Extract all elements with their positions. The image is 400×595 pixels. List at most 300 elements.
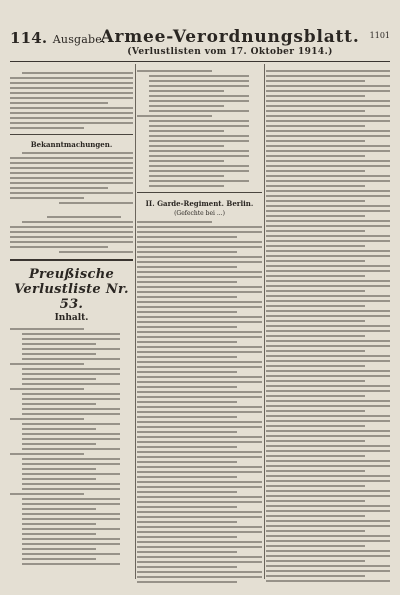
text-line xyxy=(10,77,133,79)
text-line xyxy=(266,435,390,437)
text-line xyxy=(10,182,133,184)
text-line xyxy=(266,240,390,242)
text-line xyxy=(22,373,120,375)
text-line xyxy=(10,453,84,455)
text-line xyxy=(22,383,120,385)
text-line xyxy=(22,478,96,480)
text-line xyxy=(266,560,365,562)
text-line xyxy=(137,346,262,348)
column-3 xyxy=(266,64,390,583)
text-line xyxy=(266,250,390,252)
section-rule-thick xyxy=(10,259,133,261)
text-line xyxy=(266,390,390,392)
text-line xyxy=(266,305,365,307)
text-line xyxy=(149,165,249,167)
text-line xyxy=(149,175,224,177)
text-line xyxy=(137,266,237,268)
text-line xyxy=(266,420,390,422)
text-line xyxy=(10,493,84,495)
text-line xyxy=(266,445,390,447)
text-line xyxy=(137,576,262,578)
notice-paragraph-2 xyxy=(10,216,133,253)
text-line xyxy=(266,580,390,582)
text-line xyxy=(266,260,365,262)
text-line xyxy=(149,150,249,152)
text-line xyxy=(22,523,96,525)
text-line xyxy=(149,75,249,77)
text-line xyxy=(10,172,133,174)
text-line xyxy=(266,275,365,277)
text-line xyxy=(22,473,120,475)
text-line xyxy=(137,361,262,363)
text-line xyxy=(22,428,96,430)
text-line xyxy=(266,395,365,397)
text-line xyxy=(137,241,262,243)
text-line xyxy=(137,296,237,298)
text-line xyxy=(137,501,262,503)
text-line xyxy=(266,440,365,442)
text-line xyxy=(266,90,390,92)
text-line xyxy=(266,280,390,282)
text-line xyxy=(266,380,365,382)
intro-paragraph xyxy=(10,72,133,129)
text-line xyxy=(266,310,390,312)
text-line xyxy=(10,418,84,420)
text-line xyxy=(137,221,212,223)
text-line xyxy=(47,216,121,218)
text-line xyxy=(137,231,262,233)
text-line xyxy=(137,356,237,358)
text-line xyxy=(149,105,224,107)
text-line xyxy=(266,540,390,542)
text-line xyxy=(10,87,133,89)
text-line xyxy=(266,150,390,152)
text-line xyxy=(149,85,249,87)
text-line xyxy=(22,398,120,400)
text-line xyxy=(22,368,120,370)
text-line xyxy=(59,202,133,204)
text-line xyxy=(137,336,262,338)
text-line xyxy=(22,408,120,410)
text-line xyxy=(22,353,96,355)
text-line xyxy=(137,481,262,483)
text-line xyxy=(10,82,133,84)
issue-label: Ausgabe. xyxy=(52,33,106,46)
text-line xyxy=(149,145,224,147)
text-line xyxy=(22,152,133,154)
text-line xyxy=(10,197,84,199)
text-line xyxy=(22,538,120,540)
text-line xyxy=(149,95,249,97)
text-line xyxy=(266,205,390,207)
text-line xyxy=(137,486,262,488)
text-line xyxy=(10,107,133,109)
text-line xyxy=(266,290,365,292)
text-line xyxy=(137,506,237,508)
text-line xyxy=(22,333,120,335)
text-line xyxy=(137,526,262,528)
text-line xyxy=(137,226,262,228)
text-line xyxy=(10,157,133,159)
casualty-entries xyxy=(137,221,262,583)
text-line xyxy=(10,92,133,94)
text-line xyxy=(266,475,390,477)
text-line xyxy=(266,570,390,572)
text-line xyxy=(137,406,262,408)
text-line xyxy=(149,80,249,82)
text-line xyxy=(266,315,390,317)
text-line xyxy=(137,496,262,498)
text-line xyxy=(266,495,390,497)
inhalt-heading: Inhalt. xyxy=(54,313,89,323)
text-line xyxy=(266,165,390,167)
text-line xyxy=(266,545,365,547)
text-line xyxy=(137,571,262,573)
text-line xyxy=(266,185,365,187)
text-line xyxy=(137,246,262,248)
text-line xyxy=(10,167,133,169)
text-line xyxy=(137,556,262,558)
text-line xyxy=(137,536,237,538)
text-line xyxy=(266,490,390,492)
text-line xyxy=(266,360,390,362)
text-line xyxy=(137,531,262,533)
text-line xyxy=(22,403,96,405)
text-line xyxy=(266,75,390,77)
text-line xyxy=(266,170,365,172)
text-line xyxy=(266,245,365,247)
text-line xyxy=(137,566,237,568)
text-line xyxy=(137,351,262,353)
text-line xyxy=(10,231,133,233)
page-number: 1101 xyxy=(369,31,390,40)
text-line xyxy=(137,541,262,543)
text-line xyxy=(137,396,262,398)
text-line xyxy=(10,162,133,164)
text-line xyxy=(137,236,237,238)
text-line xyxy=(10,187,108,189)
text-line xyxy=(266,555,390,557)
text-line xyxy=(266,135,390,137)
text-line xyxy=(266,270,390,272)
column-divider xyxy=(135,64,136,579)
text-line xyxy=(266,565,390,567)
text-line xyxy=(22,423,120,425)
regiment-subheading: (Gefechte bei ...) xyxy=(174,210,225,217)
regiment-heading: II. Garde-Regiment. Berlin. xyxy=(145,199,254,208)
text-line xyxy=(266,325,390,327)
text-line xyxy=(266,210,390,212)
text-line xyxy=(266,110,365,112)
text-line xyxy=(22,533,96,535)
text-line xyxy=(266,460,390,462)
text-line xyxy=(266,180,390,182)
text-line xyxy=(266,220,390,222)
text-line xyxy=(266,320,365,322)
text-line xyxy=(266,425,365,427)
text-line xyxy=(266,520,390,522)
text-line xyxy=(137,466,262,468)
text-line xyxy=(22,438,120,440)
text-line xyxy=(137,421,262,423)
text-line xyxy=(22,563,120,565)
text-line xyxy=(149,170,249,172)
text-line xyxy=(137,376,262,378)
text-line xyxy=(266,480,390,482)
text-line xyxy=(137,381,262,383)
text-line xyxy=(22,393,120,395)
text-line xyxy=(22,221,133,223)
text-line xyxy=(137,306,262,308)
text-line xyxy=(266,190,390,192)
text-line xyxy=(266,355,390,357)
text-line xyxy=(266,455,365,457)
text-line xyxy=(22,558,96,560)
text-line xyxy=(22,458,120,460)
text-line xyxy=(137,551,237,553)
text-line xyxy=(137,311,237,313)
text-line xyxy=(266,345,390,347)
text-line xyxy=(137,401,237,403)
text-line xyxy=(266,285,390,287)
text-line xyxy=(266,295,390,297)
text-line xyxy=(10,226,133,228)
text-line xyxy=(266,505,390,507)
casualty-entries xyxy=(266,70,390,583)
text-line xyxy=(266,335,365,337)
text-line xyxy=(266,370,390,372)
text-line xyxy=(137,301,262,303)
text-line xyxy=(22,448,120,450)
text-line xyxy=(149,135,249,137)
text-line xyxy=(266,125,365,127)
text-line xyxy=(10,117,133,119)
text-line xyxy=(10,328,84,330)
text-line xyxy=(266,145,390,147)
text-line xyxy=(266,350,365,352)
text-line xyxy=(137,316,262,318)
text-line xyxy=(22,503,120,505)
text-line xyxy=(137,451,262,453)
text-line xyxy=(10,97,133,99)
page-subtitle: (Verlustlisten vom 17. Oktober 1914.) xyxy=(127,47,333,57)
text-line xyxy=(266,330,390,332)
column-2 xyxy=(137,64,262,583)
text-line xyxy=(10,246,108,248)
text-line xyxy=(266,175,390,177)
text-line xyxy=(22,413,120,415)
text-line xyxy=(266,400,390,402)
text-line xyxy=(266,230,365,232)
column-1 xyxy=(10,64,133,583)
text-line xyxy=(22,488,120,490)
text-line xyxy=(149,130,224,132)
text-line xyxy=(22,343,96,345)
text-line xyxy=(266,410,365,412)
text-line xyxy=(137,411,262,413)
text-line xyxy=(137,261,262,263)
index-block xyxy=(137,70,262,187)
text-line xyxy=(137,456,262,458)
text-line xyxy=(22,553,120,555)
text-line xyxy=(22,548,96,550)
text-line xyxy=(266,530,365,532)
text-line xyxy=(137,491,237,493)
text-line xyxy=(137,331,262,333)
text-line xyxy=(22,518,120,520)
text-line xyxy=(266,365,365,367)
text-line xyxy=(266,510,390,512)
text-line xyxy=(22,348,120,350)
text-line xyxy=(266,255,390,257)
text-line xyxy=(266,195,390,197)
text-line xyxy=(22,338,120,340)
text-line xyxy=(22,513,120,515)
text-line xyxy=(10,177,133,179)
page-title: Armee-Verordnungsblatt. xyxy=(100,27,360,47)
text-line xyxy=(22,433,120,435)
text-line xyxy=(137,291,262,293)
text-line xyxy=(266,450,390,452)
text-line xyxy=(266,405,390,407)
text-line xyxy=(149,155,249,157)
text-line xyxy=(10,192,133,194)
text-line xyxy=(137,561,262,563)
text-line xyxy=(22,72,133,74)
section-rule xyxy=(137,192,262,193)
text-line xyxy=(149,160,224,162)
text-line xyxy=(266,415,390,417)
text-line xyxy=(137,546,262,548)
issue-number xyxy=(10,29,106,47)
text-line xyxy=(266,80,365,82)
text-line xyxy=(137,581,237,583)
text-line xyxy=(266,340,390,342)
text-line xyxy=(137,431,237,433)
text-line xyxy=(22,508,96,510)
text-line xyxy=(266,430,390,432)
column-divider xyxy=(264,64,265,579)
issue-number-value: 114. xyxy=(10,29,48,47)
text-line xyxy=(266,140,365,142)
text-line xyxy=(22,358,120,360)
text-line xyxy=(266,115,390,117)
text-line xyxy=(149,180,249,182)
text-line xyxy=(137,416,237,418)
text-line xyxy=(266,265,390,267)
text-line xyxy=(137,70,212,72)
text-line xyxy=(266,525,390,527)
text-line xyxy=(266,515,365,517)
text-line xyxy=(137,511,262,513)
text-line xyxy=(137,256,262,258)
text-line xyxy=(266,95,365,97)
text-line xyxy=(266,85,390,87)
text-line xyxy=(266,215,365,217)
text-line xyxy=(137,276,262,278)
text-line xyxy=(266,575,365,577)
notice-paragraph xyxy=(10,152,133,204)
text-line xyxy=(10,127,84,129)
text-line xyxy=(266,465,390,467)
header-rule xyxy=(10,61,390,62)
text-line xyxy=(266,500,365,502)
text-line xyxy=(137,115,212,117)
text-line xyxy=(266,100,390,102)
text-line xyxy=(10,102,108,104)
text-line xyxy=(149,120,249,122)
text-line xyxy=(266,485,365,487)
section-rule xyxy=(10,134,133,135)
text-line xyxy=(10,241,133,243)
text-line xyxy=(137,476,237,478)
text-line xyxy=(266,375,390,377)
text-line xyxy=(10,363,84,365)
text-line xyxy=(137,286,262,288)
text-line xyxy=(137,471,262,473)
text-line xyxy=(266,155,365,157)
text-line xyxy=(10,112,133,114)
text-line xyxy=(266,120,390,122)
text-line xyxy=(22,443,96,445)
text-line xyxy=(137,386,237,388)
text-line xyxy=(22,528,120,530)
text-line xyxy=(22,543,120,545)
text-line xyxy=(22,378,96,380)
text-line xyxy=(149,90,224,92)
text-line xyxy=(10,388,84,390)
text-line xyxy=(10,236,133,238)
text-line xyxy=(266,160,390,162)
text-line xyxy=(149,125,249,127)
text-line xyxy=(266,535,390,537)
text-line xyxy=(137,366,262,368)
text-line xyxy=(22,483,120,485)
text-line xyxy=(137,426,262,428)
text-line xyxy=(137,461,237,463)
text-line xyxy=(266,470,365,472)
text-line xyxy=(149,100,249,102)
contents-list xyxy=(10,328,133,565)
masthead xyxy=(0,0,400,64)
text-line xyxy=(22,498,120,500)
text-line xyxy=(266,225,390,227)
text-line xyxy=(149,140,249,142)
text-line xyxy=(22,468,96,470)
verlustliste-heading: Preußische Verlustliste Nr. 53. xyxy=(14,267,129,312)
text-line xyxy=(266,385,390,387)
text-line xyxy=(266,105,390,107)
text-line xyxy=(137,371,237,373)
text-line xyxy=(266,130,390,132)
text-line xyxy=(137,441,262,443)
text-line xyxy=(137,446,237,448)
text-line xyxy=(266,70,390,72)
text-line xyxy=(149,185,224,187)
text-line xyxy=(266,550,390,552)
text-line xyxy=(137,281,237,283)
text-line xyxy=(137,326,237,328)
text-line xyxy=(22,463,120,465)
text-line xyxy=(266,300,390,302)
text-line xyxy=(137,516,262,518)
text-line xyxy=(149,110,249,112)
text-line xyxy=(137,521,237,523)
text-line xyxy=(137,391,262,393)
text-line xyxy=(137,436,262,438)
text-line xyxy=(137,341,237,343)
text-line xyxy=(137,271,262,273)
